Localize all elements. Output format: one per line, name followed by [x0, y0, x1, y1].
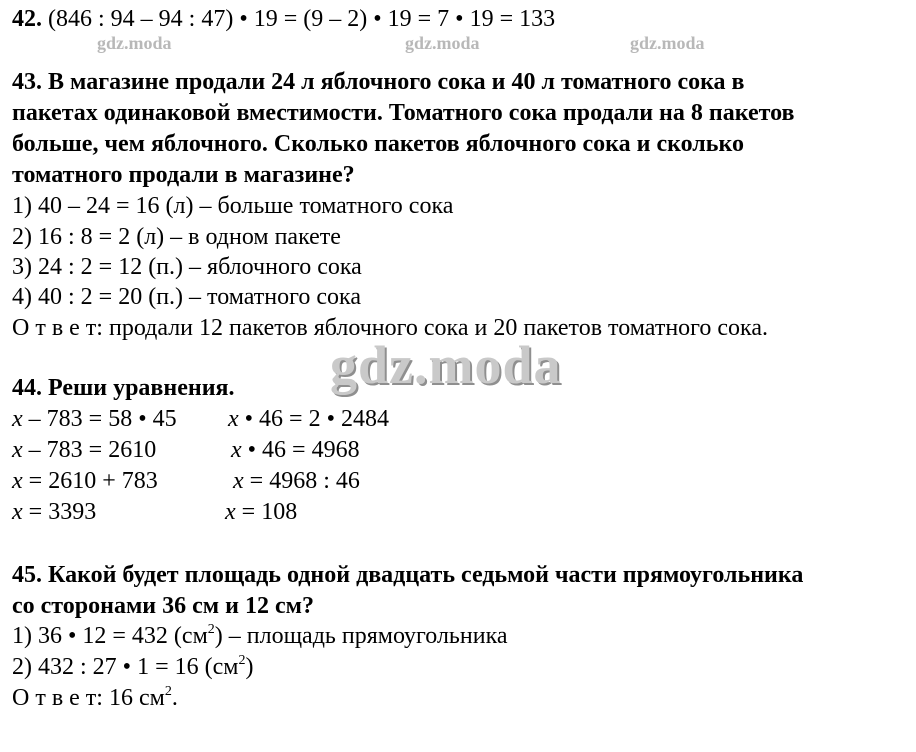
task-42-text: (846 : 94 – 94 : 47) • 19 = (9 – 2) • 19 = 7 • 19 = 133 [48, 6, 556, 32]
task-43-number: 43. [12, 69, 42, 95]
equation-left-3 [12, 466, 158, 496]
task-42 [12, 4, 555, 34]
task-43-question-line-1 [12, 67, 745, 97]
task-45-step-2 [12, 652, 253, 682]
equation-text: = 4968 : 46 [243, 468, 360, 494]
task-43-question-line-3: больше, чем яблочного. Сколько пакетов яблочного сока и сколько [12, 131, 744, 157]
step-text: 1) 36 • 12 = 432 (см [12, 623, 208, 649]
equation-right-2 [231, 435, 360, 465]
variable-x: x [12, 437, 23, 463]
step-tail: ) – площадь прямоугольника [214, 623, 508, 649]
equation-text: – 783 = 58 • 45 [22, 406, 177, 432]
task-45-answer [12, 683, 178, 713]
superscript: 2 [164, 684, 172, 699]
task-45-question-text: Какой будет площадь одной двадцать седьмой части прямоугольника [48, 562, 804, 588]
task-45-number: 45. [12, 562, 42, 588]
superscript: 2 [207, 622, 215, 637]
equation-text: = 3393 [22, 499, 97, 525]
equation-text: – 783 = 2610 [22, 437, 157, 463]
equation-left-1 [12, 404, 177, 434]
equation-right-3 [233, 466, 360, 496]
variable-x: x [228, 406, 239, 432]
variable-x: x [12, 499, 23, 525]
watermark-big: gdz.moda [330, 335, 562, 395]
superscript: 2 [238, 653, 246, 668]
watermark-3: gdz.moda [630, 33, 705, 53]
task-45-answer-label: О т в е т: [12, 685, 103, 711]
equation-left-2 [12, 435, 156, 465]
variable-x: x [12, 406, 23, 432]
step-tail: ) [245, 654, 254, 680]
task-43-step-2: 2) 16 : 8 = 2 (л) – в одном пакете [12, 224, 341, 250]
task-43-question-line-2: пакетах одинаковой вместимости. Томатного сока продали на 8 пакетов [12, 100, 795, 126]
task-45-step-1 [12, 621, 508, 651]
watermark-2: gdz.moda [405, 33, 480, 53]
task-42-number: 42. [12, 6, 42, 32]
equation-text: • 46 = 4968 [241, 437, 360, 463]
watermark-1: gdz.moda [97, 33, 172, 53]
task-43-step-4: 4) 40 : 2 = 20 (п.) – томатного сока [12, 284, 361, 310]
answer-tail: . [171, 685, 178, 711]
variable-x: x [233, 468, 244, 494]
task-43-answer-label: О т в е т: [12, 315, 103, 341]
task-45-answer-value: 16 см [108, 685, 165, 711]
variable-x: x [12, 468, 23, 494]
task-43-answer-text: продали 12 пакетов яблочного сока и 20 пакетов томатного сока. [108, 315, 769, 341]
task-43-step-1: 1) 40 – 24 = 16 (л) – больше томатного сока [12, 193, 454, 219]
step-text: 2) 432 : 27 • 1 = 16 (см [12, 654, 239, 680]
equation-left-4 [12, 497, 96, 527]
task-45-question-line-2: со сторонами 36 см и 12 см? [12, 593, 314, 619]
variable-x: x [231, 437, 242, 463]
task-43-step-3: 3) 24 : 2 = 12 (п.) – яблочного сока [12, 254, 362, 280]
equation-text: = 108 [235, 499, 298, 525]
task-43-answer [12, 313, 768, 343]
task-44-number: 44. [12, 375, 42, 401]
task-43-question-text: В магазине продали 24 л яблочного сока и 40 л томатного сока в [48, 69, 745, 95]
task-45-question-line-1 [12, 560, 803, 590]
task-44-title-text: Реши уравнения. [48, 375, 235, 401]
equation-right-4 [225, 497, 297, 527]
variable-x: x [225, 499, 236, 525]
equation-text: • 46 = 2 • 2484 [238, 406, 389, 432]
equation-text: = 2610 + 783 [22, 468, 158, 494]
task-44-title [12, 373, 235, 403]
task-43-question-line-4: томатного продали в магазине? [12, 162, 355, 188]
equation-right-1 [228, 404, 389, 434]
